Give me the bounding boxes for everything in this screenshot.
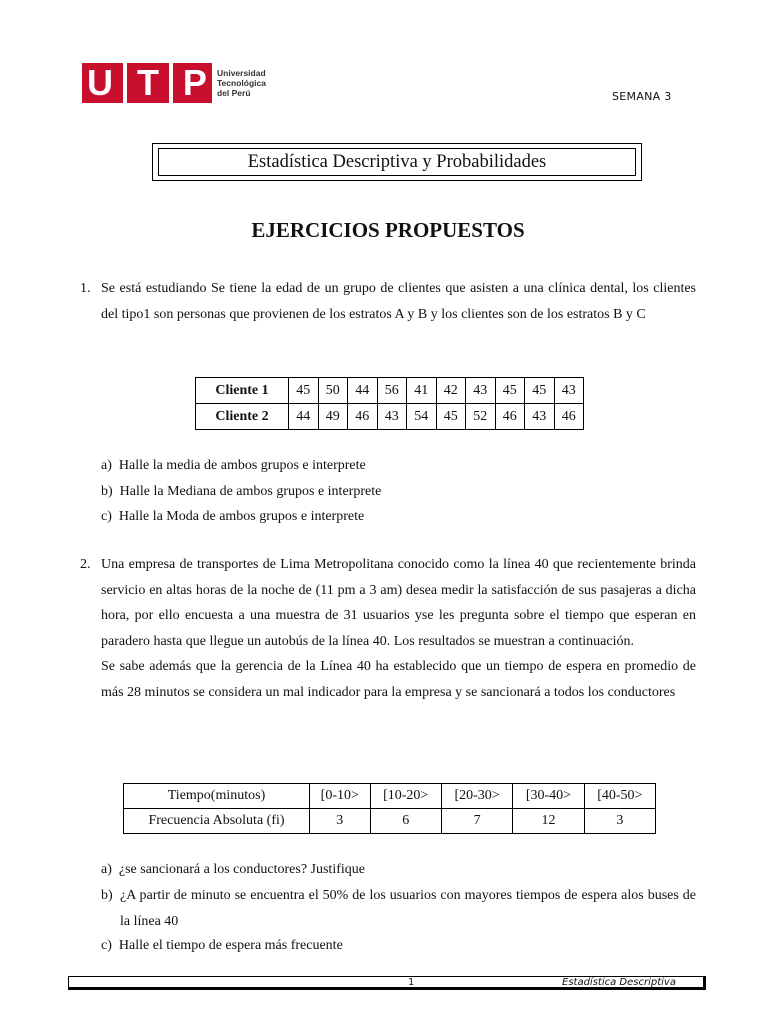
table-row (196, 404, 584, 430)
table-cell: 44 (289, 404, 319, 430)
table-cell: 41 (407, 378, 437, 404)
utp-logo (82, 63, 266, 103)
row-label: Cliente 2 (196, 404, 289, 430)
footer-title: Estadística Descriptiva (562, 977, 676, 988)
table-cell: 45 (289, 378, 319, 404)
client-ages-table (195, 377, 584, 430)
table-cell: 12 (513, 809, 584, 834)
page-number: 1 (408, 977, 415, 988)
table-cell: 43 (377, 404, 407, 430)
table-header: [40-50> (584, 784, 655, 809)
table-cell: 44 (348, 378, 378, 404)
question-2a: a) ¿se sancionará a los conductores? Justifique (101, 862, 365, 877)
table-header: [0-10> (310, 784, 371, 809)
table-row (196, 378, 584, 404)
logo-letter-u: U (86, 62, 113, 103)
table-cell: 56 (377, 378, 407, 404)
table-cell: 42 (436, 378, 466, 404)
table-header: Tiempo(minutos) (124, 784, 310, 809)
table-cell: 45 (436, 404, 466, 430)
table-cell: 7 (441, 809, 512, 834)
table-cell: 43 (466, 378, 496, 404)
logo-text: Universidad Tecnológica del Perú (217, 68, 266, 98)
exercise-1-text: Se está estudiando Se tiene la edad de un grupo de clientes que asisten a una clínica dental, los clientes del tipo1 son personas que provienen de los estratos A y B y los clientes son de los estratos B y C (101, 281, 696, 322)
page-title: EJERCICIOS PROPUESTOS (251, 218, 525, 242)
table-cell: 46 (348, 404, 378, 430)
table-cell: 43 (525, 404, 555, 430)
table-cell: 43 (554, 378, 584, 404)
week-label: SEMANA 3 (612, 90, 672, 103)
question-1b: b) Halle la Mediana de ambos grupos e interprete (101, 484, 382, 499)
question-2c: c) Halle el tiempo de espera más frecuente (101, 938, 343, 953)
table-header: [30-40> (513, 784, 584, 809)
question-2b: b) ¿A partir de minuto se encuentra el 50% de los usuarios con mayores tiempos de espera alos buses de la línea 40 (101, 888, 696, 929)
wait-time-table (123, 783, 656, 834)
table-cell: 45 (495, 378, 525, 404)
table-cell: 50 (318, 378, 348, 404)
exercise-1-number: 1. (80, 281, 91, 296)
row-label: Frecuencia Absoluta (fi) (124, 809, 310, 834)
logo-letter-p: P (182, 62, 207, 103)
exercise-2-text: Una empresa de transportes de Lima Metropolitana conocido como la línea 40 que recientemente brinda servicio en altas horas de la noche de (11 pm a 3 am) desea medir la satisfacción de sus pasajeras a dicha hora, por ello encuesta a una muestra de 31 usuarios yse les pregunta sobre el tiempo que esperan en paradero hasta que llegue un autobús de la línea 40. Los resultados se muestran a continuación. Se sabe además que la gerencia de la Línea 40 ha establecido que un tiempo de espera en promedio de más 28 minutos se considera un mal indicador para la empresa y se sancionará a todos los conductores (101, 557, 696, 700)
table-cell: 54 (407, 404, 437, 430)
table-header: [10-20> (370, 784, 441, 809)
logo-mark (82, 63, 212, 103)
row-label: Cliente 1 (196, 378, 289, 404)
table-cell: 6 (370, 809, 441, 834)
table-cell: 45 (525, 378, 555, 404)
table-cell: 46 (495, 404, 525, 430)
table-row (124, 809, 656, 834)
course-title-box (152, 143, 642, 181)
table-header: [20-30> (441, 784, 512, 809)
question-1c: c) Halle la Moda de ambos grupos e interprete (101, 509, 365, 524)
table-cell: 49 (318, 404, 348, 430)
table-cell: 3 (584, 809, 655, 834)
exercise-2-number: 2. (80, 557, 91, 572)
table-cell: 52 (466, 404, 496, 430)
course-title: Estadística Descriptiva y Probabilidades (158, 148, 636, 176)
table-cell: 3 (310, 809, 371, 834)
logo-letter-t: T (136, 62, 159, 103)
table-row (124, 784, 656, 809)
question-1a: a) Halle la media de ambos grupos e interprete (101, 458, 366, 473)
table-cell: 46 (554, 404, 584, 430)
